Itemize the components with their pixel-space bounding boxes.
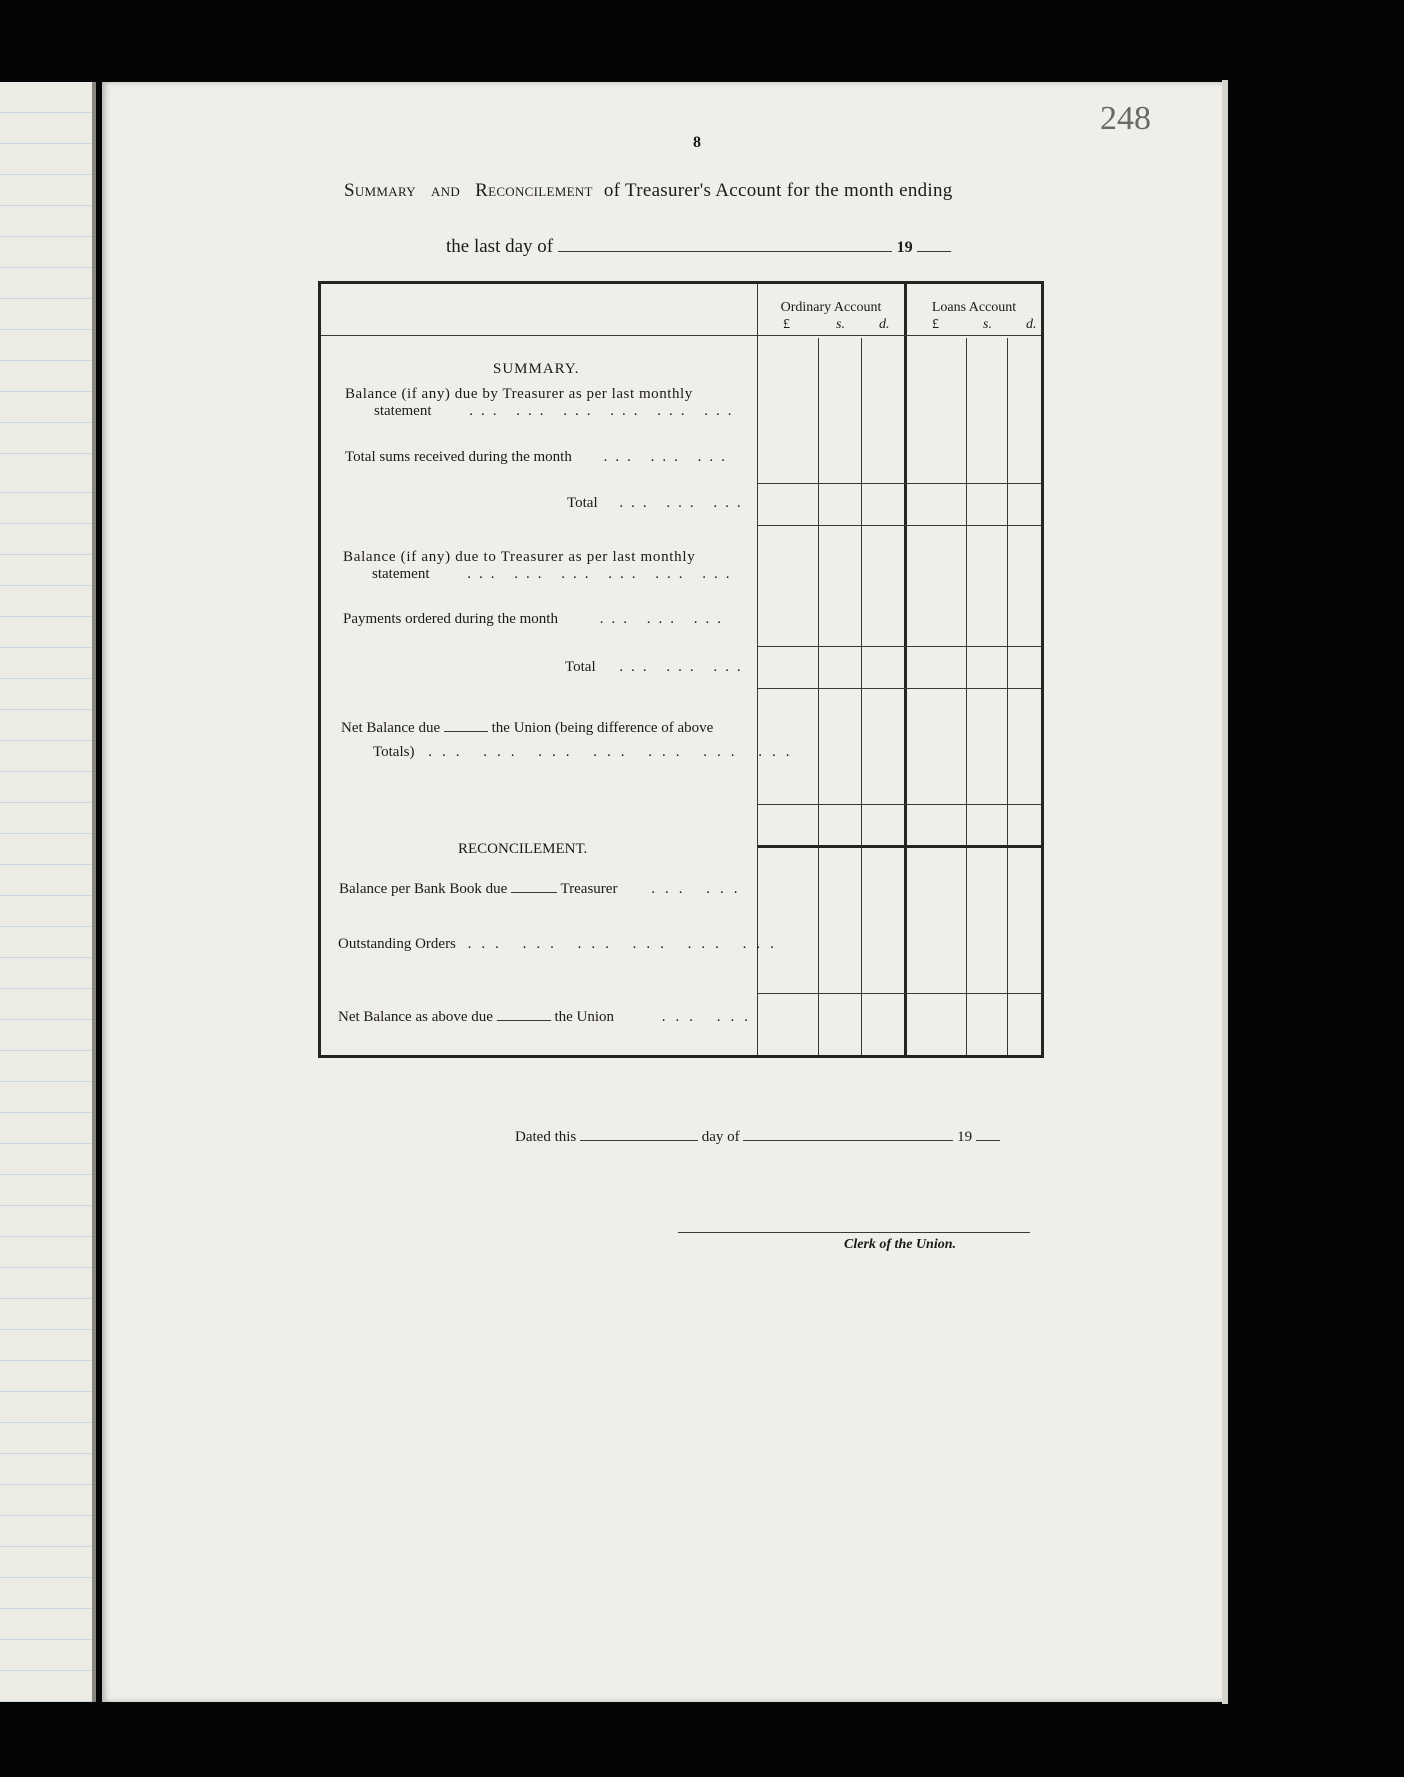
ord-shillings-label: s. <box>836 317 845 332</box>
row-payments-ordered <box>343 611 729 628</box>
heading-line-2 <box>446 236 951 258</box>
col-rule-loans-d <box>1007 338 1008 1055</box>
date-day-blank <box>580 1140 698 1141</box>
facing-page <box>0 82 96 1702</box>
ord-pounds-label: £ <box>783 317 790 332</box>
row-net-balance-cont <box>373 744 799 761</box>
total-sums-label: Total sums received during the month <box>345 449 572 465</box>
leader-dots: ... ... <box>661 1009 759 1025</box>
net-balance-label: Net Balance due <box>341 720 441 736</box>
leader-dots: ... ... ... <box>603 449 733 465</box>
leader-dots: ... ... ... ... ... ... <box>467 566 738 582</box>
dated-year: 19 <box>957 1129 973 1145</box>
leader-dots: ... ... ... ... ... ... <box>469 403 740 419</box>
total-label-1: Total <box>567 495 598 511</box>
leader-dots: ... ... ... <box>619 659 749 675</box>
outstanding-orders-label: Outstanding Orders <box>338 936 456 952</box>
total-rule-2a <box>758 646 1041 647</box>
row-total-1 <box>567 495 749 512</box>
heading-reconcilement: Reconcilement <box>475 180 593 201</box>
loans-account-heading: Loans Account <box>931 300 1017 315</box>
col-rule-ord-s <box>818 338 819 1055</box>
year-blank <box>917 251 951 252</box>
totals-label: Totals) <box>373 744 415 760</box>
leader-dots: ... ... ... <box>619 495 749 511</box>
net-balance-above-label: Net Balance as above due <box>338 1009 493 1025</box>
total-rule-1b <box>758 525 1041 526</box>
heading-last-day: the last day of <box>446 236 554 257</box>
row-balance-to-treasurer: Balance (if any) due to Treasurer as per last monthly <box>343 549 696 565</box>
heading-year: 19 <box>896 239 913 256</box>
date-year-blank <box>976 1140 1000 1141</box>
leader-dots: ... ... ... ... ... ... ... <box>428 744 800 760</box>
the-union-label: the Union <box>554 1009 615 1025</box>
col-rule-accounts <box>904 284 907 1055</box>
net-balance-union-label: the Union (being difference of above <box>491 720 714 736</box>
page-edge <box>1222 80 1228 1704</box>
row-total-sums-received <box>345 449 733 466</box>
statement-label-2: statement <box>372 566 430 582</box>
leader-dots: ... ... <box>651 881 748 897</box>
row-balance-to-treasurer-cont <box>372 566 737 583</box>
reconcilement-title: RECONCILEMENT. <box>458 841 588 857</box>
row-bank-book <box>339 881 747 898</box>
ordinary-account-heading: Ordinary Account <box>780 300 882 315</box>
net-balance-rule <box>758 804 1041 805</box>
net-balance-blank <box>444 731 488 732</box>
statement-label-1: statement <box>374 403 432 419</box>
loans-shillings-label: s. <box>983 317 992 332</box>
month-blank <box>558 251 892 252</box>
payments-ordered-label: Payments ordered during the month <box>343 611 558 627</box>
heading-rest: of Treasurer's Account for the month ending <box>603 180 953 201</box>
treasurer-label: Treasurer <box>560 881 618 897</box>
day-of-label: day of <box>701 1129 740 1145</box>
account-table <box>318 281 1044 1058</box>
row-total-2 <box>565 659 749 676</box>
clerk-signature-label: Clerk of the Union. <box>844 1237 957 1252</box>
folio-number: 248 <box>1100 100 1151 137</box>
row-net-balance <box>341 720 713 737</box>
dated-line <box>515 1129 1000 1146</box>
row-outstanding-orders <box>338 936 784 953</box>
loans-pounds-label: £ <box>932 317 939 332</box>
total-rule-2b <box>758 688 1041 689</box>
leader-dots: ... ... ... <box>599 611 729 627</box>
row-net-balance-union <box>338 1009 758 1026</box>
heading-summary: Summary <box>344 180 416 201</box>
page-number: 8 <box>693 134 701 151</box>
reconcile-total-rule <box>758 993 1041 994</box>
total-rule-1a <box>758 483 1041 484</box>
ord-pence-label: d. <box>879 317 890 332</box>
col-rule-ord-d <box>861 338 862 1055</box>
heading-and: and <box>430 180 461 201</box>
form-heading <box>344 180 953 202</box>
dated-this-label: Dated this <box>515 1129 577 1145</box>
date-month-blank <box>743 1140 953 1141</box>
row-balance-by-treasurer: Balance (if any) due by Treasurer as per last monthly <box>345 386 693 402</box>
col-rule-loans-s <box>966 338 967 1055</box>
bank-book-label: Balance per Bank Book due <box>339 881 508 897</box>
header-rule <box>321 335 1041 336</box>
loans-pence-label: d. <box>1026 317 1037 332</box>
row-balance-by-treasurer-cont <box>374 403 739 420</box>
summary-title: SUMMARY. <box>493 361 580 377</box>
bank-book-blank <box>511 892 557 893</box>
net-balance-above-blank <box>497 1020 551 1021</box>
leader-dots: ... ... ... ... ... ... <box>467 936 784 952</box>
section-divider <box>758 845 1041 848</box>
total-label-2: Total <box>565 659 596 675</box>
signature-line <box>678 1232 1030 1233</box>
